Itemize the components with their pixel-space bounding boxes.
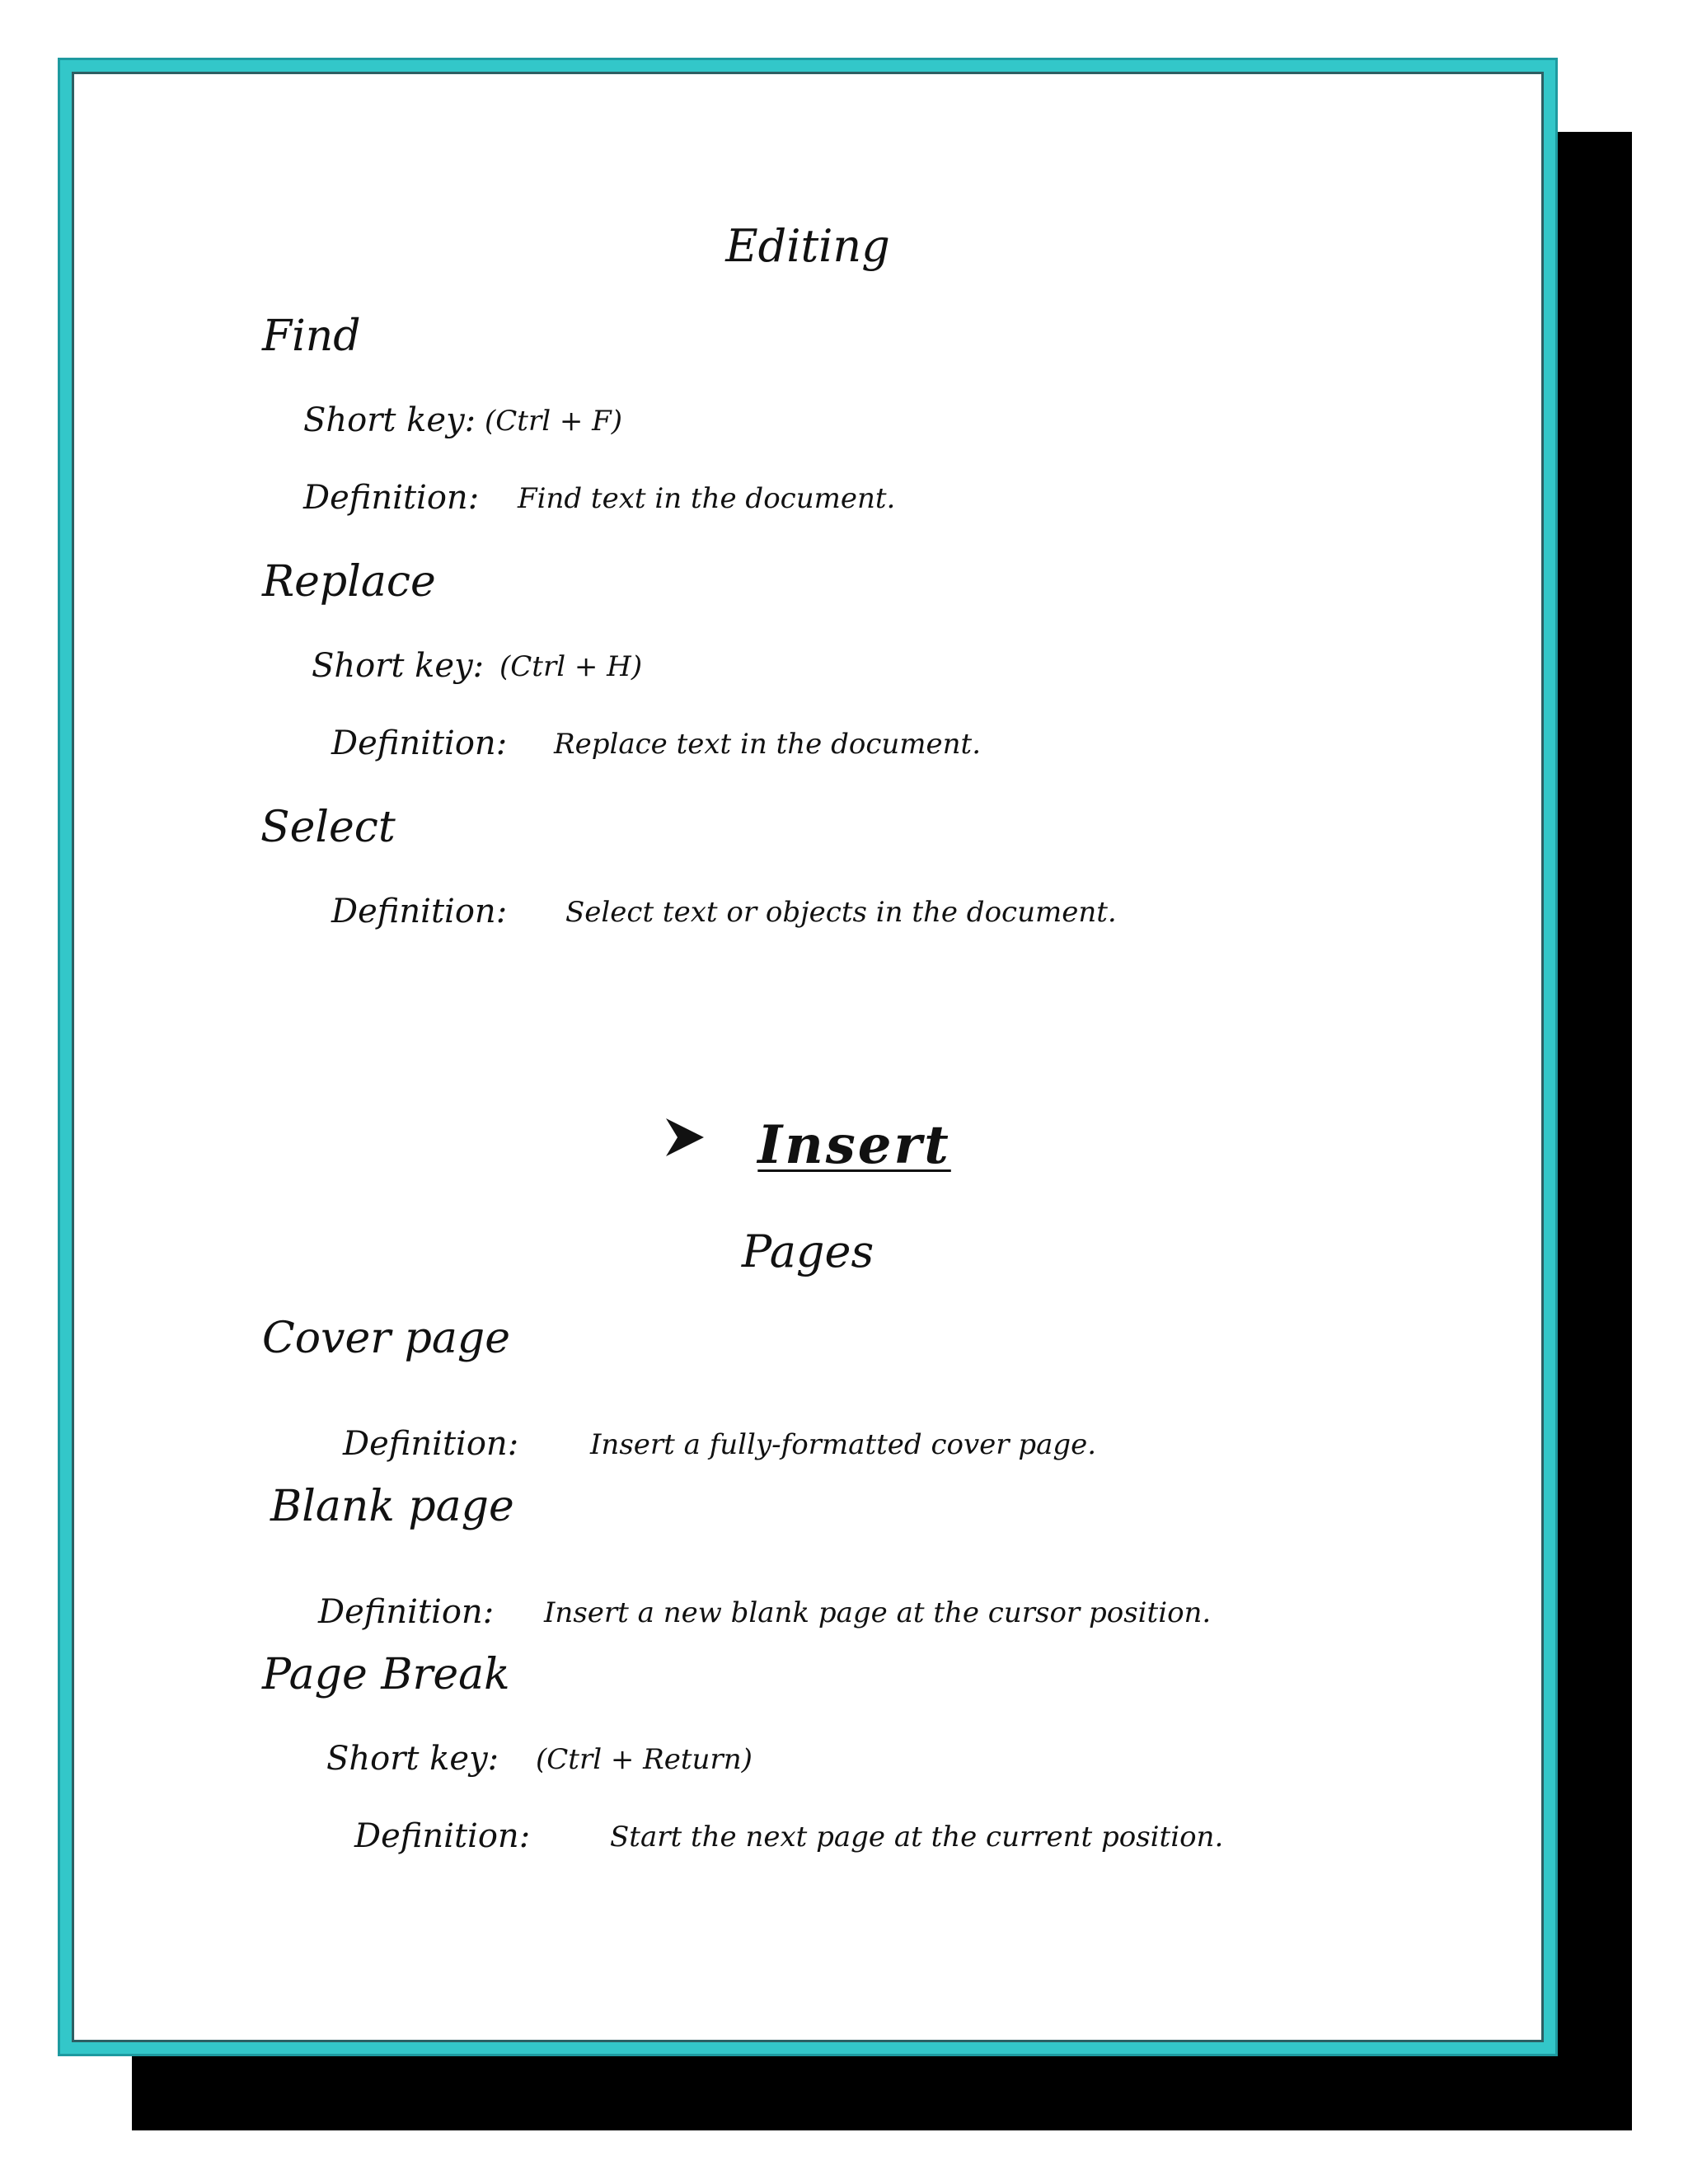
select-heading: Select [260,803,396,852]
cover-page-definition-value: Insert a fully-formatted cover page. [590,1428,1097,1461]
page-break-shortkey-label: Short key: [326,1740,499,1778]
find-shortkey-label: Short key: [303,401,476,439]
select-definition-value: Select text or objects in the document. [565,896,1117,929]
insert-title: Insert [757,1114,951,1176]
find-definition-label: Definition: [303,479,480,517]
pages-section-title: Pages [741,1226,874,1277]
document-frame [58,58,1558,2056]
replace-shortkey-label: Short key: [312,647,485,685]
document-page [72,72,1544,2042]
replace-heading: Replace [262,557,436,607]
editing-section-title: Editing [725,220,890,272]
page-break-definition-value: Start the next page at the current position. [610,1821,1224,1854]
replace-definition-value: Replace text in the document. [554,728,982,761]
insert-title-row [74,1114,1541,1176]
replace-shortkey-value: (Ctrl + H) [499,650,643,683]
find-shortkey-value: (Ctrl + F) [485,405,623,438]
blank-page-definition-value: Insert a new blank page at the cursor position. [544,1596,1212,1629]
blank-page-heading: Blank page [270,1482,514,1531]
cover-page-definition-label: Definition: [343,1425,519,1463]
page-break-shortkey-value: (Ctrl + Return) [536,1743,753,1776]
page-break-heading: Page Break [262,1650,510,1699]
arrowhead-bullet-icon [664,1117,706,1158]
blank-page-definition-label: Definition: [318,1593,495,1631]
select-definition-label: Definition: [331,893,508,930]
page-break-definition-label: Definition: [354,1817,531,1855]
replace-definition-label: Definition: [331,724,508,762]
cover-page-heading: Cover page [262,1314,510,1363]
find-definition-value: Find text in the document. [518,482,896,515]
find-heading: Find [262,312,361,361]
